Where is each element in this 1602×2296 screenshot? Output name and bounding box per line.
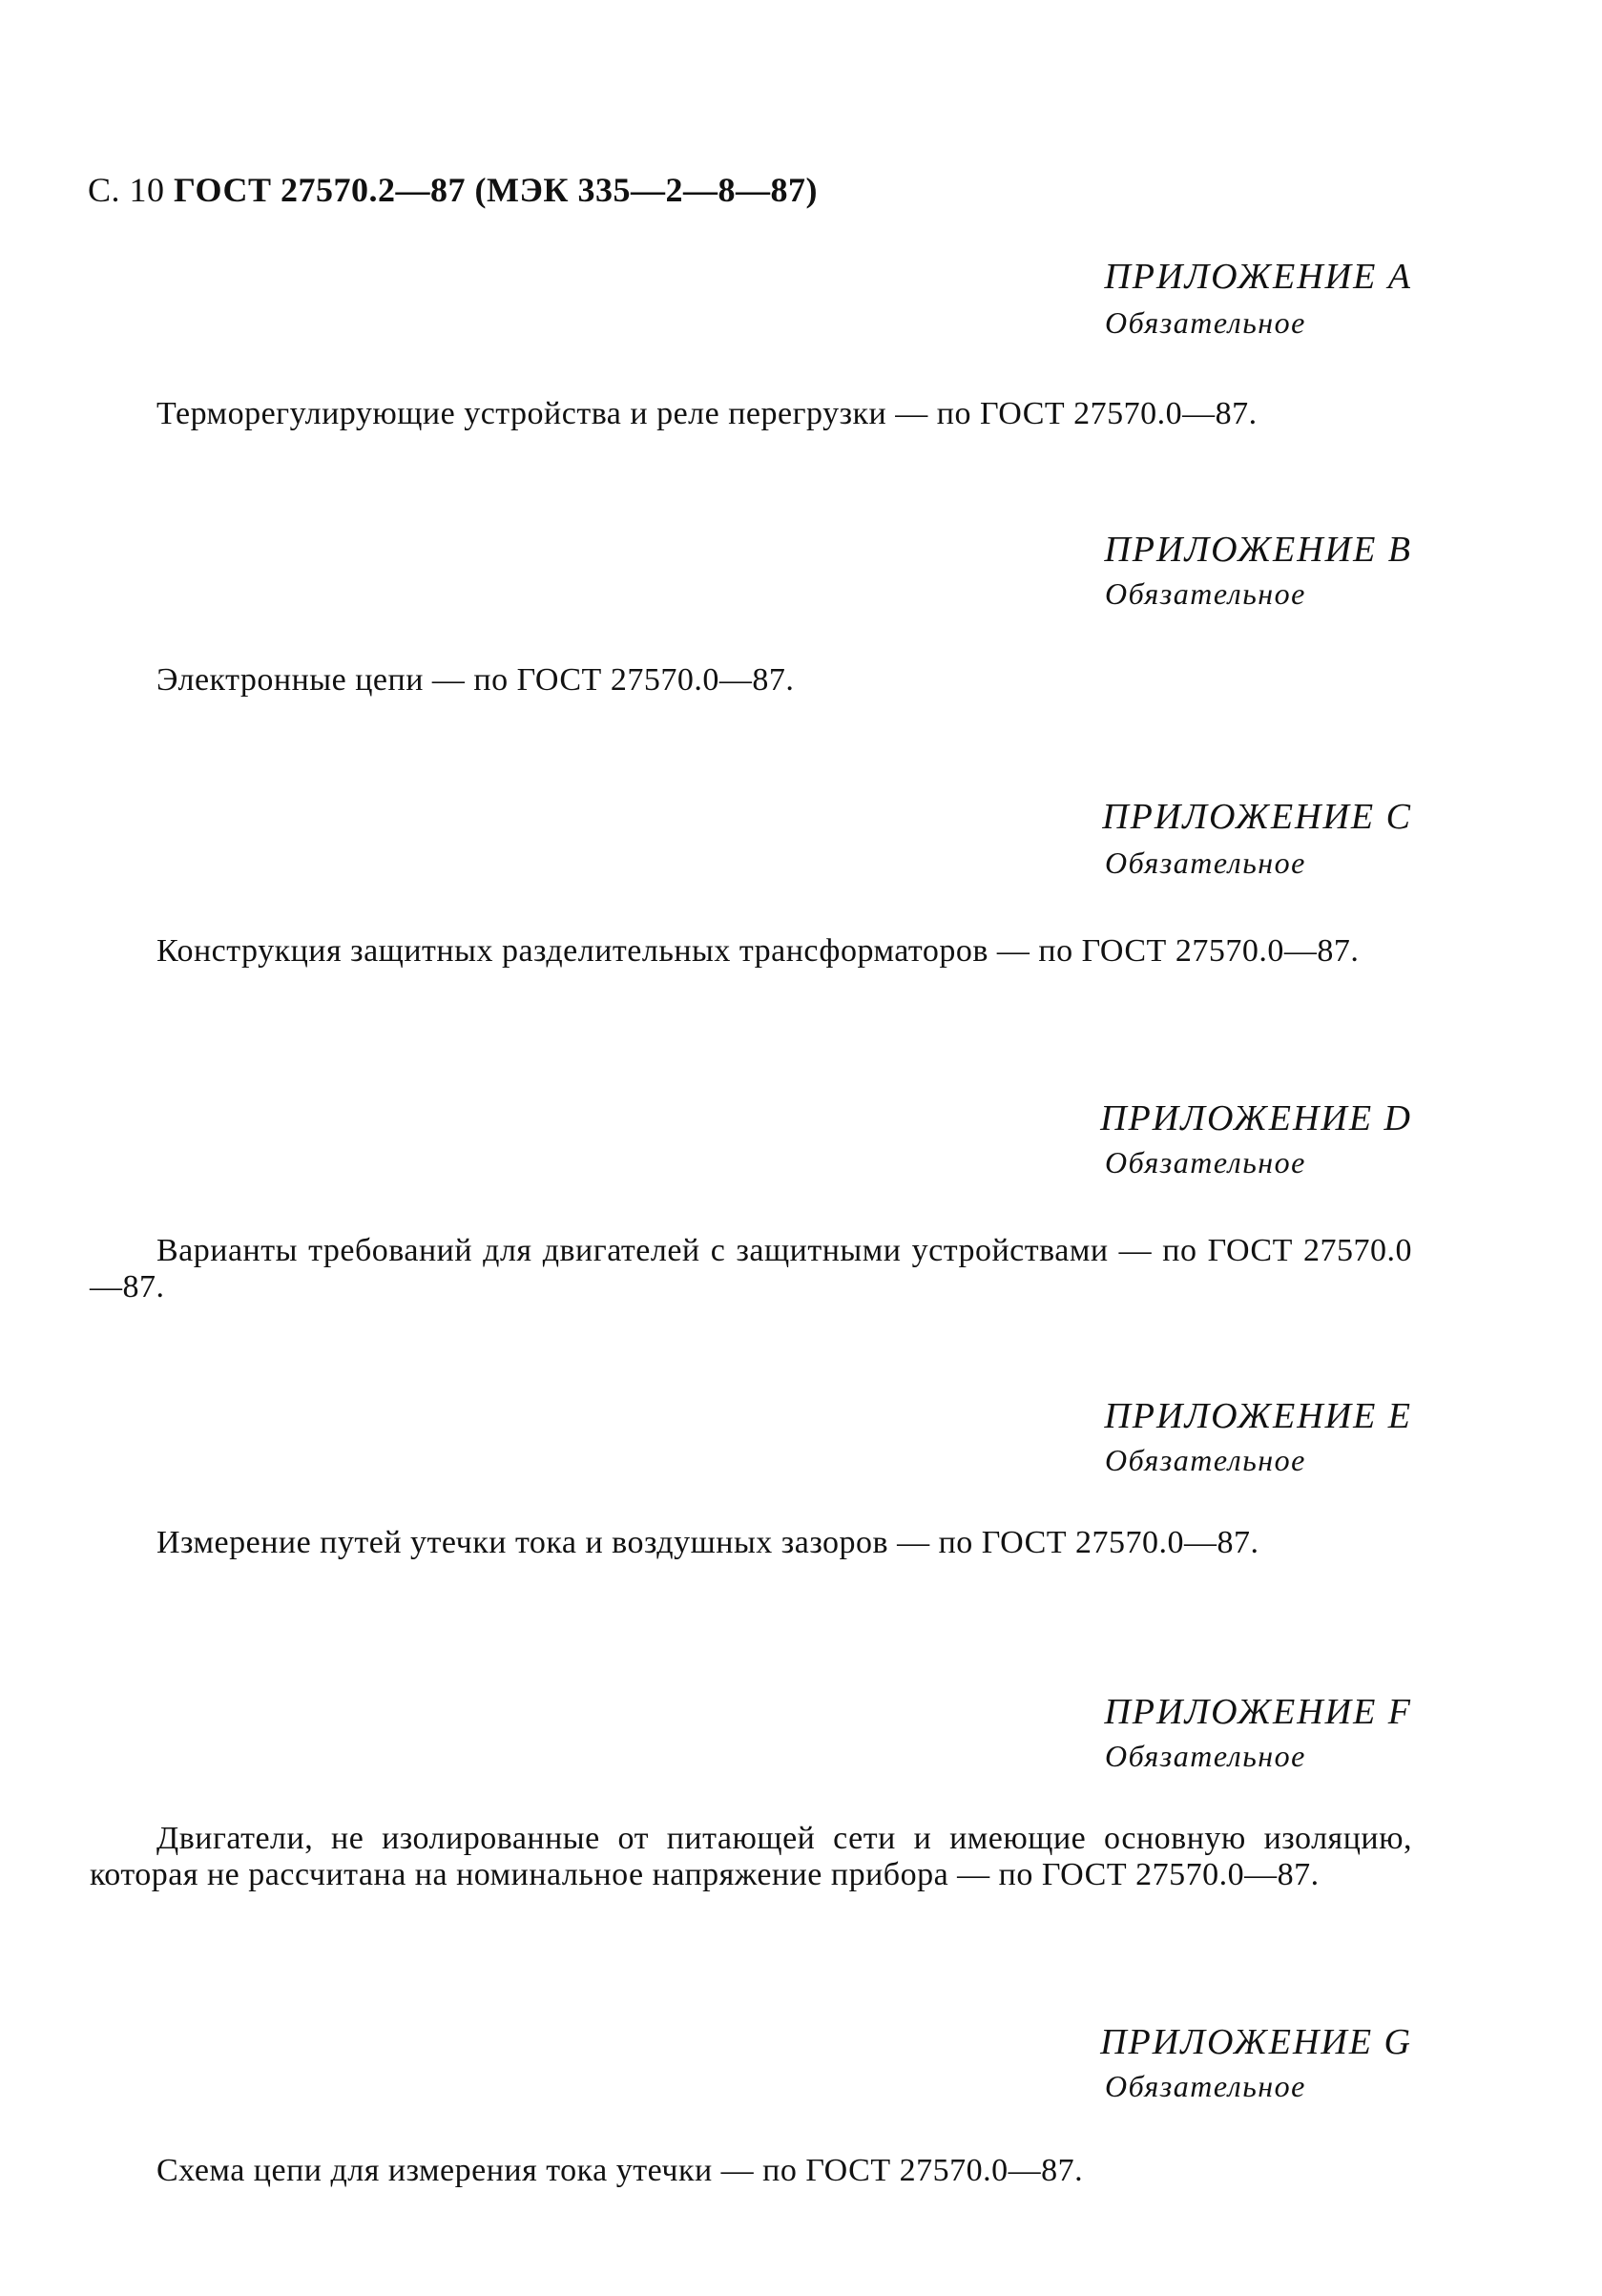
annex-f-status: Обязательное (1105, 1739, 1306, 1773)
annex-a-status: Обязательное (1105, 305, 1306, 340)
annex-a-title: ПРИЛОЖЕНИЕ A (1104, 257, 1412, 297)
annex-g-status: Обязательное (1105, 2069, 1306, 2103)
annex-a-text: Терморегулирующие устройства и реле перегрузки — по ГОСТ 27570.0—87. (156, 396, 1258, 431)
annex-c-status: Обязательное (1105, 845, 1306, 880)
annex-f-title: ПРИЛОЖЕНИЕ F (1104, 1692, 1412, 1732)
annex-e-text: Измерение путей утечки тока и воздушных зазоров — по ГОСТ 27570.0—87. (156, 1525, 1259, 1560)
annex-f-text: Двигатели, не изолированные от питающей сети и имеющие основную изоляцию, которая не рассчитана на номинальное напряжение прибора — по ГОСТ 27570.0—87. (90, 1821, 1412, 1892)
standard-designation: ГОСТ 27570.2—87 (МЭК 335—2—8—87) (174, 171, 818, 209)
annex-b-status: Обязательное (1105, 576, 1306, 611)
annex-d-title: ПРИЛОЖЕНИЕ D (1100, 1098, 1412, 1138)
annex-c-text: Конструкция защитных разделительных трансформаторов — по ГОСТ 27570.0—87. (156, 933, 1360, 969)
annex-g-title: ПРИЛОЖЕНИЕ G (1100, 2022, 1412, 2062)
page-number: С. 10 (88, 171, 165, 209)
annex-d-text: Варианты требований для двигателей с защитными устройствами — по ГОСТ 27570.0—87. (90, 1233, 1412, 1305)
annex-b-text: Электронные цепи — по ГОСТ 27570.0—87. (156, 662, 795, 698)
annex-e-status: Обязательное (1105, 1443, 1306, 1477)
page-header (88, 170, 818, 210)
annex-c-title: ПРИЛОЖЕНИЕ C (1102, 797, 1412, 837)
annex-d-status: Обязательное (1105, 1145, 1306, 1179)
annex-e-title: ПРИЛОЖЕНИЕ E (1104, 1396, 1412, 1436)
annex-b-title: ПРИЛОЖЕНИЕ B (1104, 530, 1412, 570)
annex-g-text: Схема цепи для измерения тока утечки — по ГОСТ 27570.0—87. (156, 2153, 1084, 2188)
